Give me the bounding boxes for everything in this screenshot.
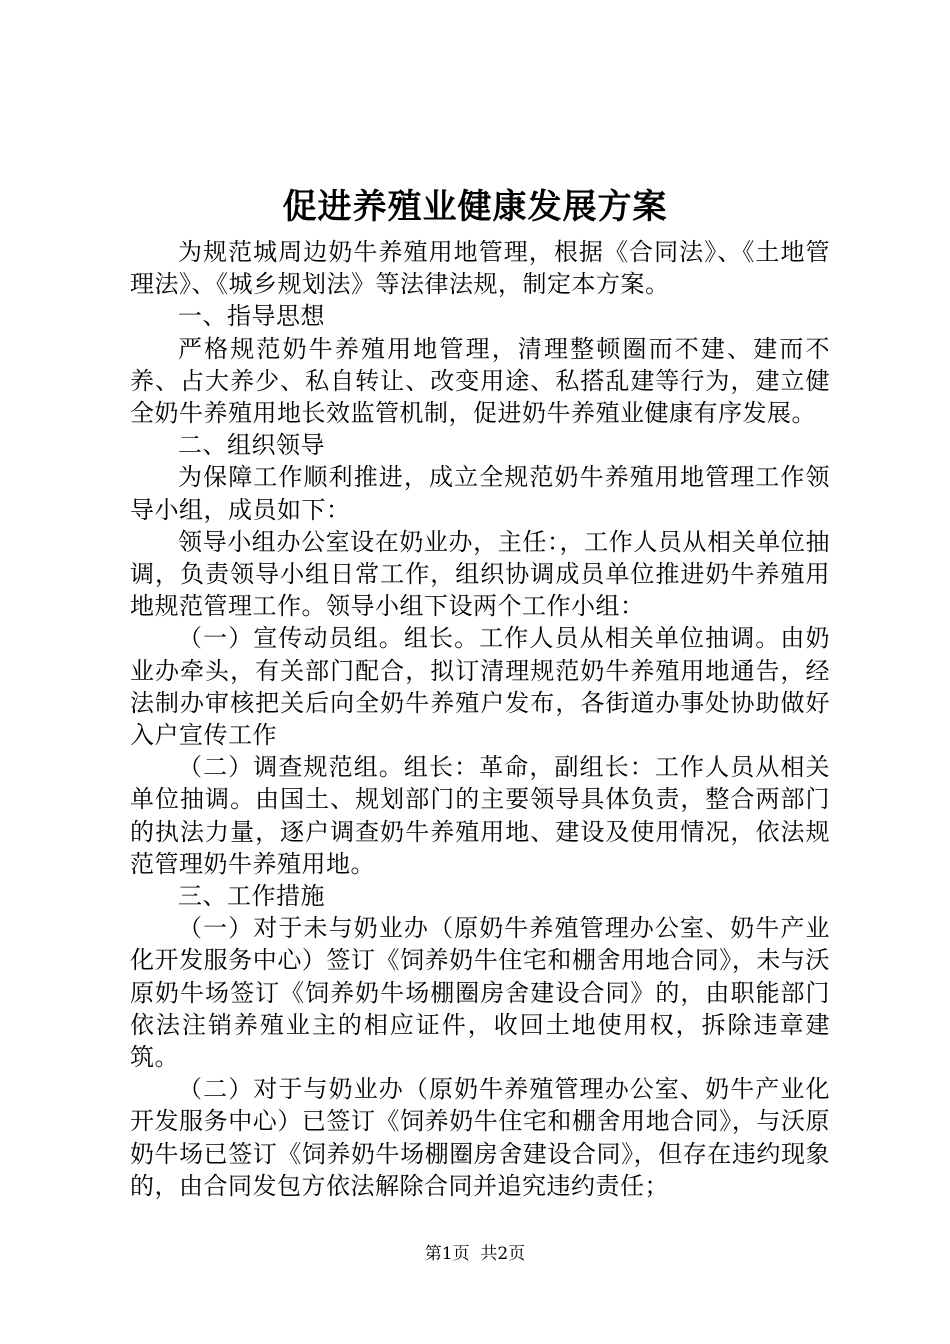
section-heading-measures: 三、工作措施 xyxy=(178,882,325,911)
page-footer xyxy=(0,1242,950,1266)
section-heading-guiding-ideology: 一、指导思想 xyxy=(178,302,325,331)
document-title: 促进养殖业健康发展方案 xyxy=(282,187,668,227)
paragraph-publicity-group: （一）宣传动员组。组长。工作人员从相关单位抽调。由奶业办牵头，有关部门配合，拟订清理规范奶牛养殖用地通告，经法制办审核把关后向全奶牛养殖户发布，各街道办事处协助做好入户宣传工作 xyxy=(130,624,830,750)
paragraph-measure-1: （一）对于未与奶业办（原奶牛养殖管理办公室、奶牛产业化开发服务中心）签订《饲养奶牛住宅和棚舍用地合同》，未与沃原奶牛场签订《饲养奶牛场棚圈房舍建设合同》的，由职能部门依法注销养殖业主的相应证件，收回土地使用权，拆除违章建筑。 xyxy=(130,914,830,1072)
page-number: 第1页 共2页 xyxy=(424,1244,526,1264)
document-body xyxy=(130,236,830,1202)
paragraph-measure-2: （二）对于与奶业办（原奶牛养殖管理办公室、奶牛产业化开发服务中心）已签订《饲养奶牛住宅和棚舍用地合同》，与沃原奶牛场已签订《饲养奶牛场棚圈房舍建设合同》，但存在违约现象的，由合同发包方依法解除合同并追究违约责任； xyxy=(130,1075,830,1200)
paragraph-survey-group: （二）调查规范组。组长：革命，副组长：工作人员从相关单位抽调。由国土、规划部门的主要领导具体负责，整合两部门的执法力量，逐户调查奶牛养殖用地、建设及使用情况，依法规范管理奶牛养殖用地。 xyxy=(130,753,830,878)
paragraph-leading-group: 为保障工作顺利推进，成立全规范奶牛养殖用地管理工作领导小组，成员如下： xyxy=(130,463,830,524)
section-heading-organization: 二、组织领导 xyxy=(178,431,325,460)
paragraph-office: 领导小组办公室设在奶业办，主任：，工作人员从相关单位抽调，负责领导小组日常工作，组织协调成员单位推进奶牛养殖用地规范管理工作。领导小组下设两个工作小组： xyxy=(130,527,830,621)
paragraph-guiding-ideology: 严格规范奶牛养殖用地管理，清理整顿圈而不建、建而不养、占大养少、私自转让、改变用途、私搭乱建等行为，建立健全奶牛养殖用地长效监管机制，促进奶牛养殖业健康有序发展。 xyxy=(130,334,830,428)
paragraph-intro: 为规范城周边奶牛养殖用地管理，根据《合同法》、《土地管理法》、《城乡规划法》等法律法规，制定本方案。 xyxy=(130,238,830,299)
